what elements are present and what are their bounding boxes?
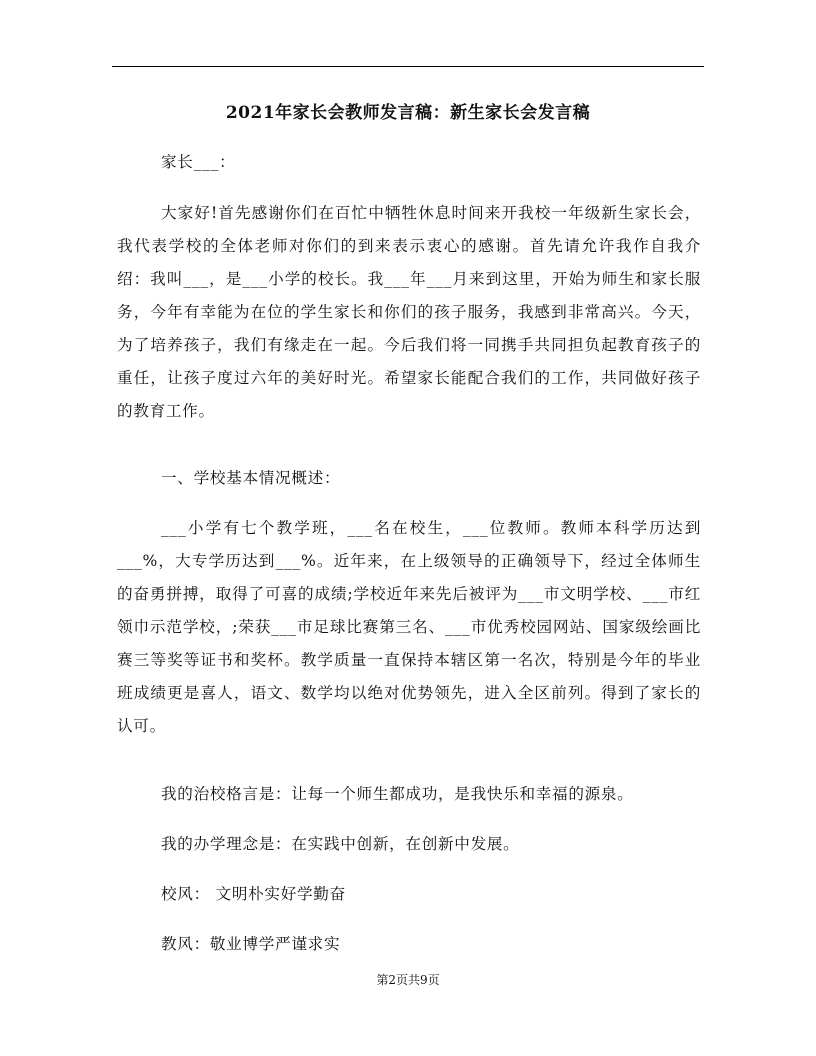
document-title: 2021年家长会教师发言稿：新生家长会发言稿 [225, 103, 591, 123]
page-number: 第2页共9页 [376, 973, 440, 987]
teaching-style-paragraph: 教风：敬业博学严谨求实 [161, 935, 341, 953]
school-spirit-paragraph: 校风： 文明朴实好学勤奋 [161, 885, 346, 903]
philosophy-paragraph: 我的办学理念是：在实践中创新，在创新中发展。 [161, 835, 520, 853]
header-rule [112, 66, 704, 67]
school-overview-paragraph: ___小学有七个教学班，___名在校生，___位教师。教师本科学历达到___%，大专学历达到___%。近年来，在上级领导的正确领导下，经过全体师生的奋勇拼搏，取得了可喜的成绩;学校近年来先后被评为___市文明学校、___市红领巾示范学校，;荣获___市足球比赛第三名、___市优秀校园网站、国家级绘画比赛三等奖等证书和奖杯。教学质量一直保持本辖区第一名次，特别是今年的毕业班成绩更是喜人，语文、数学均以绝对优势领先，进入全区前列。得到了家长的认可。 [117, 519, 701, 735]
motto-paragraph: 我的治校格言是：让每一个师生都成功，是我快乐和幸福的源泉。 [161, 785, 634, 803]
section-heading: 一、学校基本情况概述： [161, 469, 341, 487]
salutation-paragraph: 家长___： [161, 153, 236, 171]
intro-paragraph: 大家好!首先感谢你们在百忙中牺牲休息时间来开我校一年级新生家长会，我代表学校的全体老师对你们的到来表示衷心的感谢。首先请允许我作自我介绍：我叫___，是___小学的校长。我___年___月来到这里，开始为师生和家长服务，今年有幸能为在位的学生家长和你们的孩子服务，我感到非常高兴。今天，为了培养孩子，我们有缘走在一起。今后我们将一同携手共同担负起教育孩子的重任，让孩子度过六年的美好时光。希望家长能配合我们的工作，共同做好孩子的教育工作。 [117, 204, 701, 420]
